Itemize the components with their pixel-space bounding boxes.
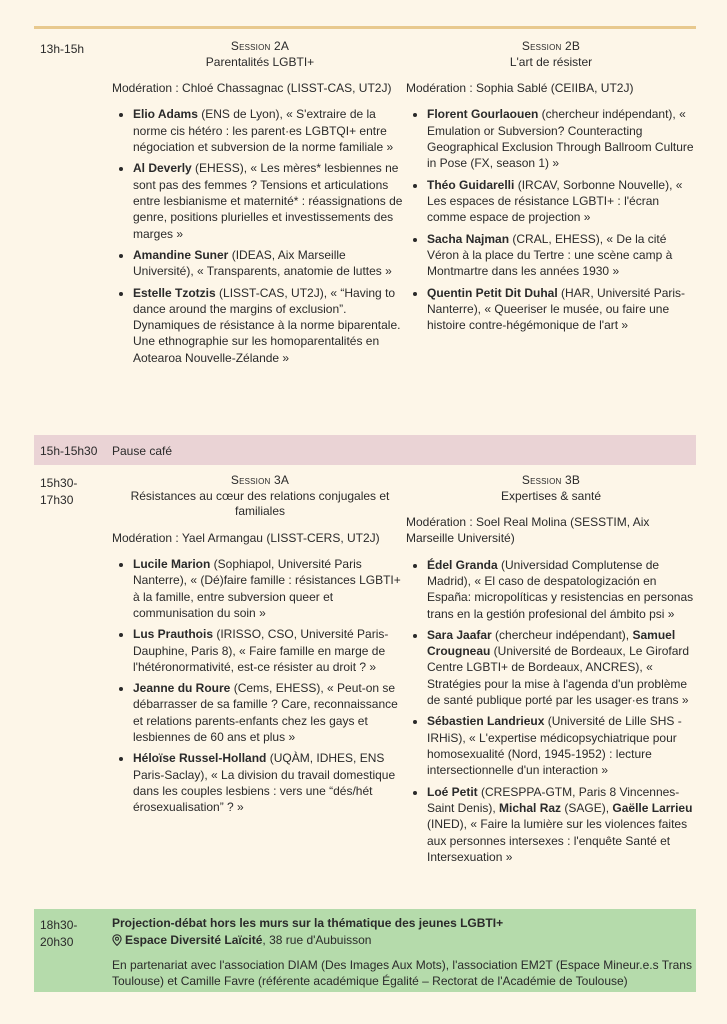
session-3a: [112, 473, 408, 821]
session-3b: [406, 473, 696, 870]
slot-time: 13h-15h: [40, 42, 85, 56]
session-2a-heading: [112, 39, 408, 70]
slot-time: 18h30-20h30: [40, 918, 78, 949]
talk-text: (UQÀM, IDHES, ENS Paris-Saclay), « La division du travail domestique dans les couples lesbiens : vers une “dés/hét érosexualisation” ? »: [133, 751, 396, 815]
speaker-name: Jeanne du Roure: [133, 681, 231, 696]
talk-item: [133, 160, 408, 242]
talk-text: (SAGE),: [561, 800, 613, 815]
moderation: Modération : Sophia Sablé (CEIIBA, UT2J): [406, 81, 634, 96]
session-3b-heading: [406, 473, 696, 504]
talk-item: [427, 231, 696, 280]
talk-item: [133, 680, 408, 745]
session-title: Expertises & santé: [500, 488, 602, 503]
talk-text: (INED), « Faire la lumière sur les violences faites aux personnes intersexes : l'enquête Santé et Intersexuation »: [427, 817, 688, 864]
moderation: Modération : Yael Armangau (LISST-CERS, UT2J): [112, 530, 380, 545]
talk-text: (IRISSO, CSO, Université Paris-Dauphine, Paris 8), « Faire famille en marge de l'hétéronormativité, est-ce résister au droit ? »: [133, 627, 389, 674]
moderation: Modération : Chloé Chassagnac (LISST-CAS, UT2J): [112, 81, 392, 96]
talk-item: [133, 750, 408, 815]
speaker-name: Édel Granda: [427, 557, 498, 572]
session-label: Session 2B: [521, 39, 581, 53]
slot-time: 15h-15h30: [40, 444, 98, 458]
session-3a-heading: [112, 473, 408, 520]
speaker-name: Sara Jaafar: [427, 627, 492, 642]
talk-text: (CRAL, EHESS), « De la cité Véron à la place du Tertre : une scène camp à Montmartre dans les années 1930 »: [427, 231, 673, 279]
talk-text: (Cems, EHESS), « Peut-on se débarrasser de sa famille ? Care, reconnaissance et relations parents-enfants chez les gays et lesbiennes de 60 ans et plus »: [133, 681, 398, 745]
talk-item: [133, 247, 408, 280]
session-title: Parentalités LGBTI+: [205, 54, 315, 69]
projection-row: [34, 909, 696, 992]
speaker-name: Lucile Marion: [133, 556, 211, 571]
talk-text: (Université de Bordeaux, Le Girofard Centre LGBTI+ de Bordeaux, ANCRES), « Stratégies pour la mise à l'agenda d'un problème de santé publique porté par les usager·es trans »: [427, 644, 690, 708]
pause-label: Pause café: [112, 444, 173, 458]
projection-title: Projection-débat hors les murs sur la thématique des jeunes LGBTI+: [112, 916, 504, 930]
talk-text: (IDEAS, Aix Marseille Université), « Transparents, anatomie de luttes »: [133, 247, 392, 279]
speaker-name: Elio Adams: [133, 107, 198, 122]
location-pin-icon: [112, 934, 122, 946]
talk-item: [427, 557, 696, 622]
talk-list: [112, 556, 408, 816]
speaker-name: Michal Raz: [499, 800, 562, 815]
talk-item: [133, 626, 408, 675]
talk-text: (LISST-CAS, UT2J), « “Having to dance around the margins of exclusion”. Dynamiques de résistance à la norme biparentale. Une ethnographie sur les homoparentalités en Aotearoa Nouvelle-Zélande »: [133, 285, 401, 365]
talk-list: [406, 106, 696, 333]
speaker-name: Gaëlle Larrieu: [612, 800, 693, 815]
top-divider: [34, 26, 696, 29]
session-title: L'art de résister: [509, 54, 593, 69]
slot-time: 15h30-17h30: [40, 476, 78, 507]
talk-item: [427, 713, 696, 778]
talk-item: [427, 784, 696, 866]
talk-item: [427, 177, 696, 226]
talk-item: [133, 556, 408, 621]
talk-item: [427, 106, 696, 171]
talk-text: (HAR, Université Paris-Nanterre), « Queeriser le musée, ou faire une histoire contre-hégémonique de l'art »: [427, 285, 686, 333]
speaker-name: Amandine Suner: [133, 247, 229, 262]
speaker-name: Sébastien Landrieux: [427, 714, 545, 729]
speaker-name: Al Deverly: [133, 161, 192, 176]
talk-item: [133, 285, 408, 367]
talk-text: (Universidad Complutense de Madrid), « El caso de despatologización en España: micropolíticas y resistencias en personas trans en la gestión profesional del ámbito psi »: [427, 557, 694, 621]
speaker-name: Quentin Petit Dit Duhal: [427, 285, 558, 300]
talk-text: (Université de Lille SHS - IRHiS), « L'expertise médicopsychiatrique pour homosexualité (Nord, 1945-1952) : lecture intersectionnelle d'un interaction »: [427, 714, 682, 778]
talk-item: [133, 106, 408, 155]
speaker-name: Florent Gourlaouen: [427, 107, 539, 122]
talk-item: [427, 285, 696, 334]
session-label: Session 3A: [230, 473, 290, 487]
talk-text: (EHESS), « Les mères* lesbiennes ne sont pas des femmes ? Tensions et articulations entre lesbianisme et maternité* : réassignations de genre, positions plurielles et investissements des marges »: [133, 161, 403, 241]
projection-location: [112, 932, 371, 948]
speaker-name: Sacha Najman: [427, 231, 510, 246]
talk-text: (chercheur indépendant), « Emulation or Subversion? Counteracting Geographical Exclusion Through Ballroom Culture in Pose (FX, season 1) »: [427, 107, 694, 171]
speaker-name: Héloïse Russel-Holland: [133, 751, 267, 766]
talk-item: [427, 627, 696, 709]
session-title: Résistances au cœur des relations conjugales et familiales: [130, 488, 390, 519]
slot-13h-15h: [34, 33, 696, 433]
speaker-name: Théo Guidarelli: [427, 177, 515, 192]
speaker-name: Loé Petit: [427, 784, 478, 799]
session-2b: [406, 39, 696, 338]
place-address: , 38 rue d'Aubuisson: [262, 933, 372, 947]
speaker-name: Estelle Tzotzis: [133, 285, 216, 300]
talk-text: (CRESPPA-GTM, Paris 8 Vincennes-Saint Denis),: [427, 784, 680, 815]
talk-text: (Sophiapol, Université Paris Nanterre), « (Dé)faire famille : résistances LGBTI+ à la famille, entre subversion queer et communisation du soin »: [133, 556, 401, 620]
talk-text: (ENS de Lyon), « S'extraire de la norme cis hétéro : les parent·es LGBTQI+ entre négociation et subversion de la norme familiale »: [133, 107, 394, 154]
session-label: Session 3B: [521, 473, 581, 487]
moderation: Modération : Soel Real Molina (SESSTIM, Aix Marseille Université): [406, 515, 650, 546]
session-2b-heading: [406, 39, 696, 70]
talk-text: (chercheur indépendant),: [491, 627, 633, 642]
speaker-name: Lus Prauthois: [133, 627, 214, 642]
partners-text: En partenariat avec l'association DIAM (Des Images Aux Mots), l'association EM2T (Espace Mineur.e.s Trans Toulouse) et Camille Favre (référente académique Égalité – Rectorat de l'Académie de Toulouse): [112, 958, 692, 989]
talk-list: [406, 557, 696, 866]
pause-row: [34, 435, 696, 465]
speaker-name: Samuel Crougneau: [427, 627, 676, 659]
place-name: Espace Diversité Laïcité: [125, 933, 263, 947]
slot-15h30-17h30: [34, 467, 696, 907]
talk-text: (IRCAV, Sorbonne Nouvelle), « Les espaces de résistance LGBTI+ : l'écran comme espace de projection »: [427, 177, 683, 225]
talk-list: [112, 106, 408, 366]
session-2a: [112, 39, 408, 371]
session-label: Session 2A: [230, 39, 290, 53]
